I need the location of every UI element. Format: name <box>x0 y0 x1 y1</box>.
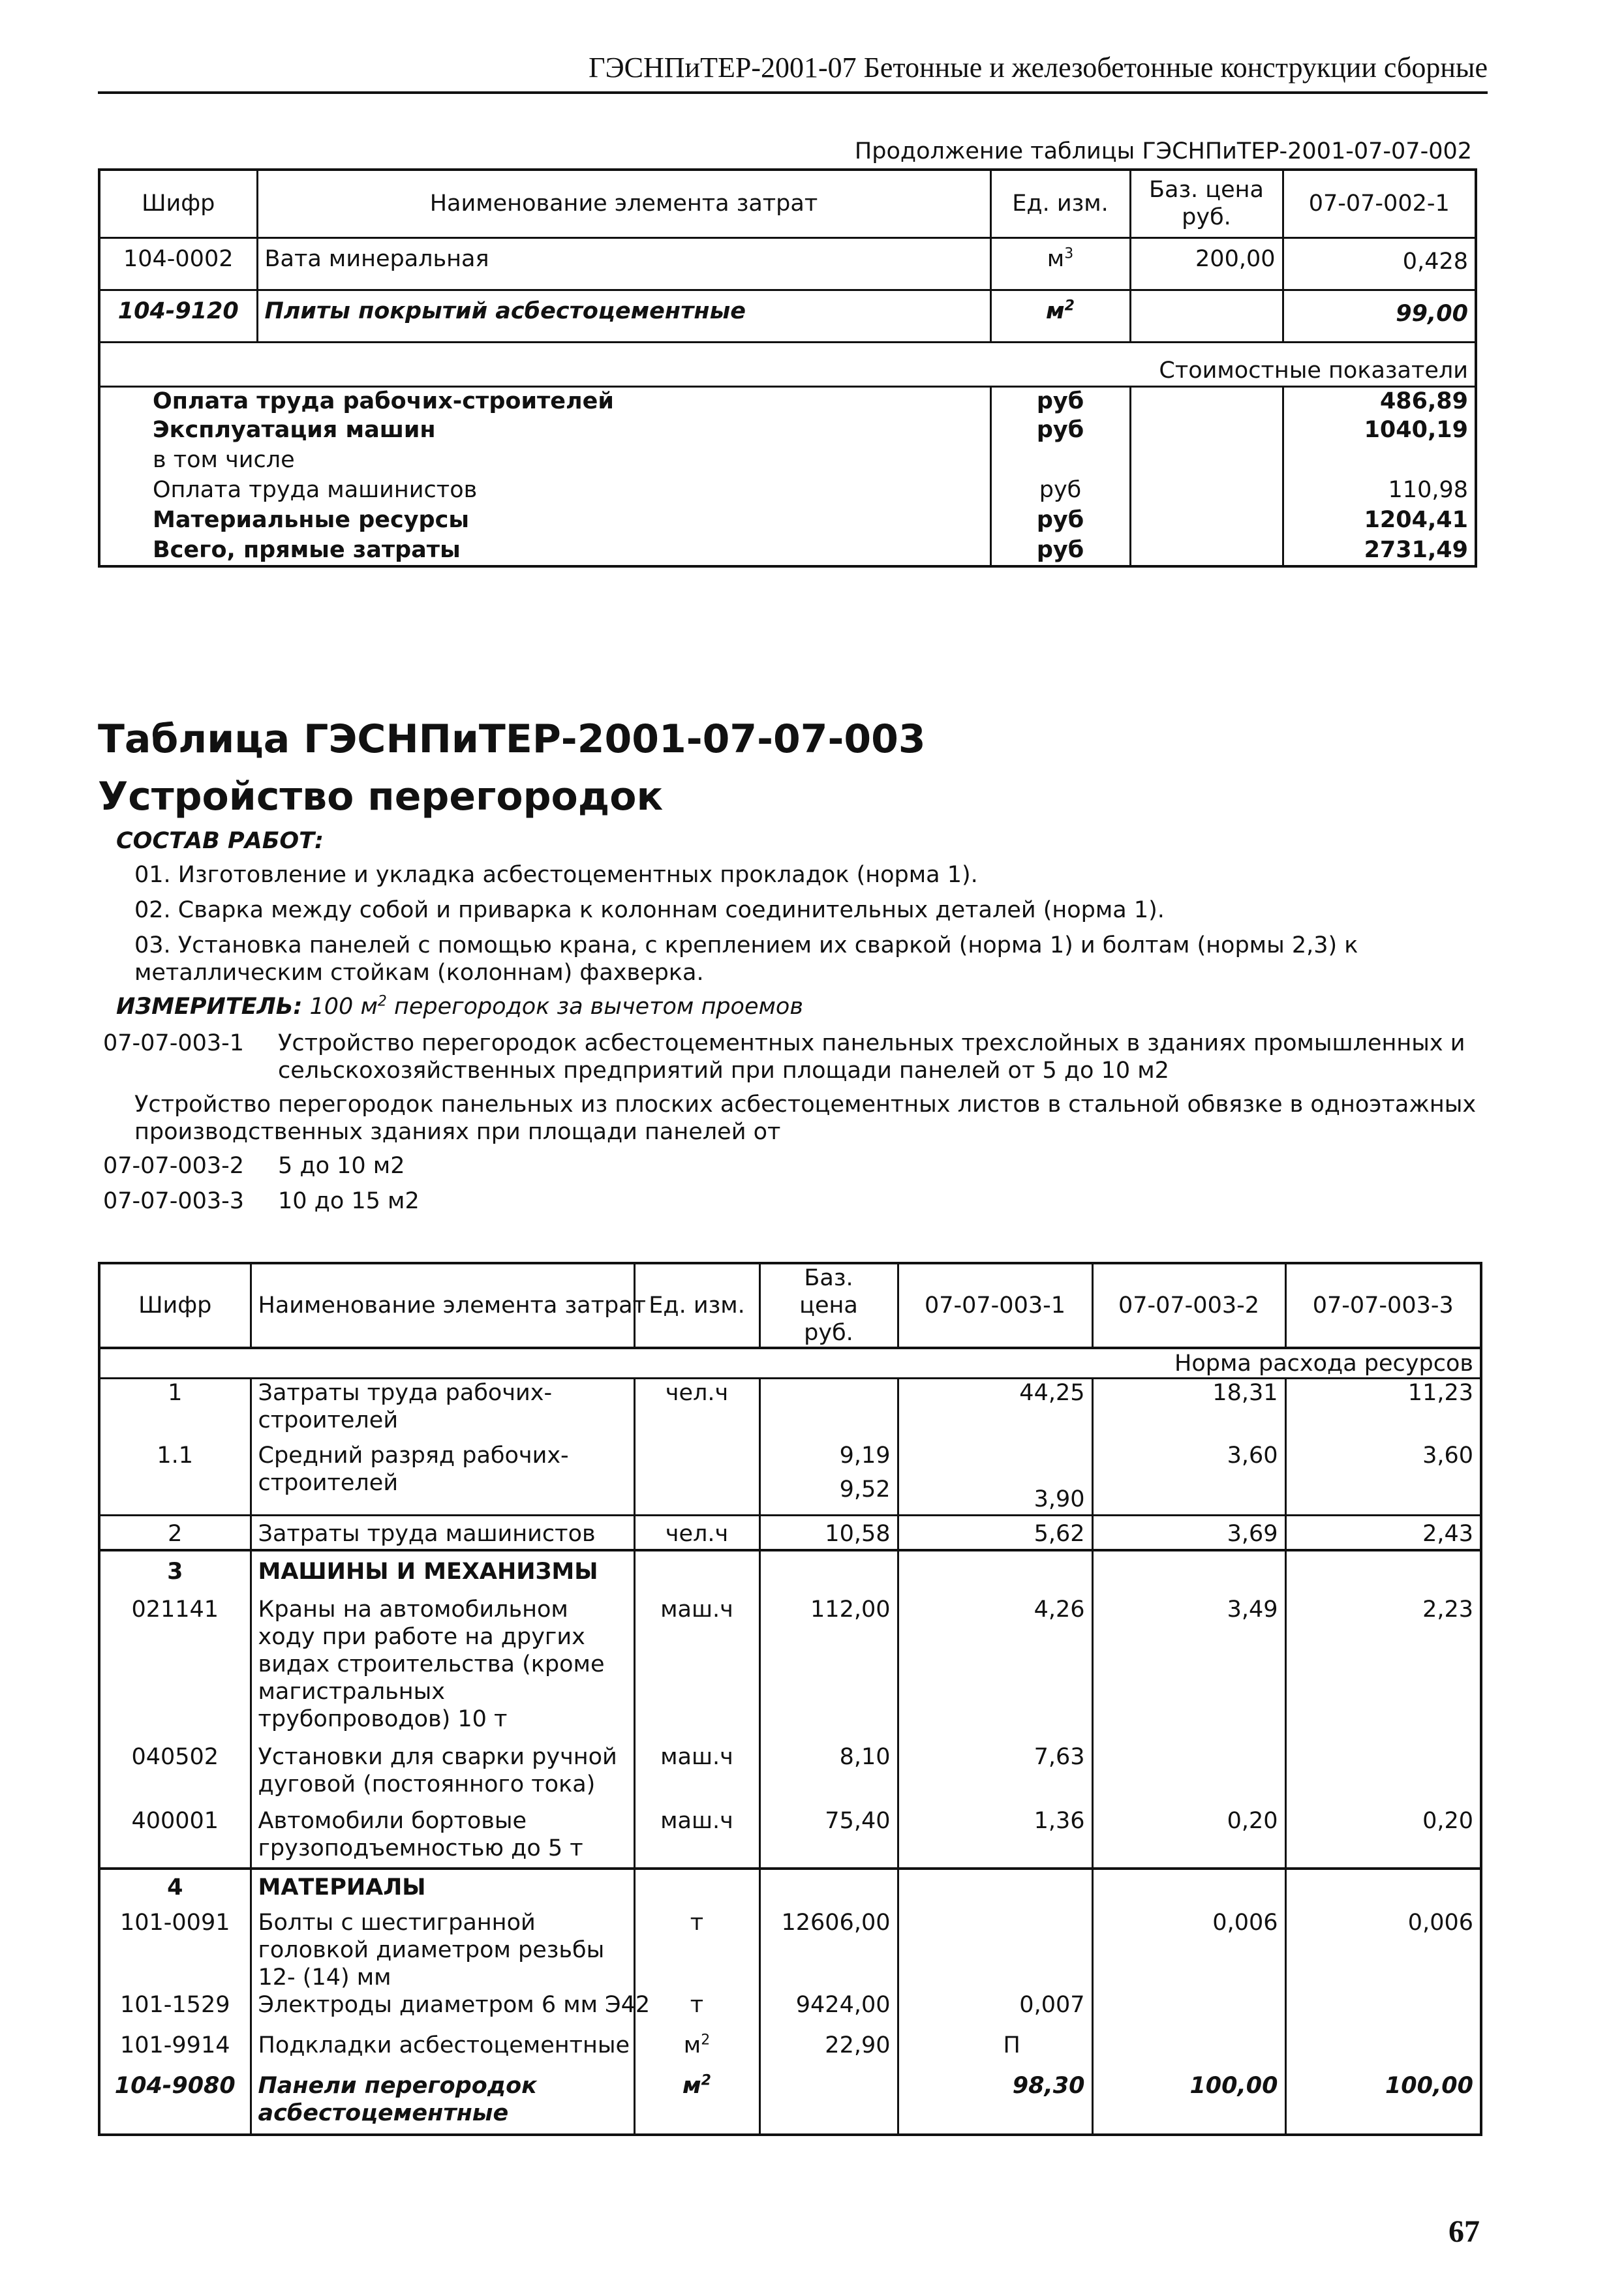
row-unit <box>634 1442 759 1515</box>
cost-row <box>99 506 1476 536</box>
row-code: 2 <box>99 1515 251 1550</box>
table-row <box>99 1442 1481 1515</box>
row-code: 1.1 <box>157 1443 194 1469</box>
row-name: Автомобили бортовые грузоподъемностью до 5 т <box>251 1805 634 1869</box>
col-header-unit: Ед. изм. <box>990 170 1130 237</box>
cost-value <box>1283 446 1476 476</box>
row-value-3: 0,20 <box>1285 1805 1481 1869</box>
row-code: 101-1529 <box>119 1992 230 2018</box>
row-unit: $м^3$ <box>990 237 1130 290</box>
col-header-code: Шифр <box>138 1292 212 1319</box>
row-code: 104-9080 <box>114 2073 236 2099</box>
norm-code: 07-07-003-3 <box>103 1188 245 1214</box>
row-value-2 <box>1092 2032 1285 2072</box>
row-value-3: 2,23 <box>1285 1589 1481 1739</box>
table-title: Таблица ГЭСНПиТЕР-2001-07-07-003 <box>98 716 926 762</box>
row-price: 9,19 9,52 <box>759 1442 898 1515</box>
row-value-2: 3,69 <box>1092 1515 1285 1550</box>
row-unit: маш.ч <box>634 1739 759 1805</box>
row-value-3 <box>1285 1991 1481 2032</box>
cost-unit: руб <box>990 506 1130 536</box>
row-name: Болты с шестигранной головкой диаметром резьбы 12- (14) мм <box>251 1905 634 1991</box>
norm-description: 5 до 10 м2 <box>278 1153 405 1179</box>
col-header-name: Наименование элемента затрат <box>251 1263 634 1348</box>
row-price: 10,58 <box>759 1515 898 1550</box>
norm-consumption-header: Норма расхода ресурсов <box>99 1348 1481 1378</box>
row-value-1: 0,007 <box>898 1991 1092 2032</box>
row-code: 3 <box>99 1550 251 1589</box>
row-name: Средний разряд рабочих-строителей <box>251 1442 634 1515</box>
cost-unit: руб <box>990 536 1130 566</box>
cost-row <box>99 386 1476 416</box>
table-row <box>99 1589 1481 1739</box>
row-unit: чел.ч <box>634 1515 759 1550</box>
row-price: 22,90 <box>759 2032 898 2072</box>
row-value-1: 1,36 <box>898 1805 1092 1869</box>
row-price <box>759 2072 898 2135</box>
col-header-name: Наименование элемента затрат <box>257 170 990 237</box>
row-code: 040502 <box>131 1744 219 1770</box>
row-value-1: 98,30 <box>898 2072 1092 2135</box>
row-unit: т <box>634 1991 759 2032</box>
row-code: 4 <box>99 1869 251 1905</box>
row-value-3 <box>1285 2032 1481 2072</box>
row-value-3: 0,006 <box>1285 1905 1481 1991</box>
row-price: 9424,00 <box>759 1991 898 2032</box>
table-header-row <box>99 170 1476 237</box>
cost-row <box>99 476 1476 506</box>
row-value-1: 4,26 <box>898 1589 1092 1739</box>
table-row <box>99 290 1476 342</box>
table-row <box>99 1905 1481 1991</box>
row-value-2 <box>1092 1991 1285 2032</box>
row-value-1: 44,25 <box>898 1378 1092 1442</box>
row-value-3 <box>1285 1739 1481 1805</box>
cost-indicators-header: Стоимостные показатели <box>99 342 1476 386</box>
row-name: Затраты труда машинистов <box>251 1515 634 1550</box>
cost-value: 1040,19 <box>1283 416 1476 446</box>
section-name: МАТЕРИАЛЫ <box>251 1869 634 1905</box>
cost-name: Материальные ресурсы <box>153 507 469 533</box>
col-header-code: Шифр <box>142 191 215 217</box>
table-row <box>99 1805 1481 1869</box>
cost-unit: руб <box>990 476 1130 506</box>
cost-value: 110,98 <box>1283 476 1476 506</box>
cost-unit: руб <box>990 386 1130 416</box>
row-price: 12606,00 <box>759 1905 898 1991</box>
cost-unit <box>990 446 1130 476</box>
row-code: 101-9914 <box>119 2032 230 2058</box>
row-name: Электроды диаметром 6 мм Э42 <box>251 1991 634 2032</box>
cost-indicators-header-row <box>99 342 1476 386</box>
table-row <box>99 1991 1481 2032</box>
row-name: Краны на автомобильном ходу при работе на других видах строительства (кроме магистральных трубопроводов) 10 т <box>251 1589 634 1739</box>
page-number: 67 <box>1448 2214 1480 2249</box>
row-price <box>1130 290 1283 342</box>
row-name: Затраты труда рабочих-строителей <box>251 1378 634 1442</box>
measurer-label: ИЗМЕРИТЕЛЬ: <box>116 994 303 1020</box>
section-name: МАШИНЫ И МЕХАНИЗМЫ <box>251 1550 634 1589</box>
row-value: 99,00 <box>1283 290 1476 342</box>
col-header-unit: Ед. изм. <box>634 1263 759 1348</box>
resource-table-07-07-003 <box>98 1262 1482 2136</box>
row-price: 112,00 <box>759 1589 898 1739</box>
row-name: Плиты покрытий асбестоцементные <box>257 290 990 342</box>
work-item: 02. Сварка между собой и приварка к колоннам соединительных деталей (норма 1). <box>134 897 1165 923</box>
row-name: Панели перегородок асбестоцементные <box>251 2072 634 2135</box>
row-value-1: 5,62 <box>898 1515 1092 1550</box>
section-row <box>99 1550 1481 1589</box>
work-composition-label: СОСТАВ РАБОТ: <box>116 828 324 854</box>
cost-value: 486,89 <box>1283 386 1476 416</box>
table-row <box>99 237 1476 290</box>
row-name: Вата минеральная <box>257 237 990 290</box>
row-price: 200,00 <box>1130 237 1283 290</box>
row-name: Установки для сварки ручной дуговой (постоянного тока) <box>251 1739 634 1805</box>
row-value-2 <box>1092 1739 1285 1805</box>
row-value-2: 0,20 <box>1092 1805 1285 1869</box>
cost-row <box>99 416 1476 446</box>
norm-code: 07-07-003-1 <box>103 1030 245 1056</box>
row-unit: т <box>634 1905 759 1991</box>
row-code: 101-0091 <box>119 1910 230 1936</box>
measurer-line: ИЗМЕРИТЕЛЬ: 100 $м^2$ перегородок за вычетом проемов <box>116 993 803 1020</box>
header-rule <box>98 91 1488 94</box>
row-value-1: П <box>898 2032 1092 2072</box>
row-value-1: 3,90 <box>898 1442 1092 1515</box>
norm-header-row <box>99 1348 1481 1378</box>
table-header-row <box>99 1263 1481 1348</box>
table-row <box>99 1378 1481 1442</box>
work-item: 01. Изготовление и укладка асбестоцементных прокладок (норма 1). <box>134 862 978 888</box>
row-value-2: 3,49 <box>1092 1589 1285 1739</box>
col-header-price: Баз. цена руб. <box>759 1263 898 1348</box>
cost-name: в том числе <box>153 447 295 473</box>
norm-description: 10 до 15 м2 <box>278 1188 420 1214</box>
row-value-2: 3,60 <box>1092 1442 1285 1515</box>
row-code: 104-9120 <box>99 290 257 342</box>
col-header-price: Баз. цена руб. <box>1130 170 1283 237</box>
running-header: ГЭСНПиТЕР-2001-07 Бетонные и железобетонные конструкции сборные <box>589 52 1488 84</box>
row-code: 1 <box>99 1378 251 1442</box>
cost-value: 2731,49 <box>1283 536 1476 566</box>
work-item: 03. Установка панелей с помощью крана, с креплением их сваркой (норма 1) и болтам (нормы 2,3) к <box>134 932 1358 958</box>
row-value-2: 0,006 <box>1092 1905 1285 1991</box>
row-price: 75,40 <box>759 1805 898 1869</box>
norm-group-description-continued: производственных зданиях при площади панелей от <box>134 1119 781 1145</box>
row-unit: чел.ч <box>634 1378 759 1442</box>
table-row <box>99 1739 1481 1805</box>
row-value-3: 100,00 <box>1285 2072 1481 2135</box>
cost-unit: руб <box>990 416 1130 446</box>
row-value-1: 7,63 <box>898 1739 1092 1805</box>
cost-row <box>99 446 1476 476</box>
col-header-norm-2: 07-07-003-2 <box>1092 1263 1285 1348</box>
table-row <box>99 2032 1481 2072</box>
row-value-3: 2,43 <box>1285 1515 1481 1550</box>
table-row <box>99 1515 1481 1550</box>
cost-name: Оплата труда машинистов <box>153 477 478 503</box>
col-header-norm-3: 07-07-003-3 <box>1285 1263 1481 1348</box>
table-row <box>99 2072 1481 2135</box>
row-unit: маш.ч <box>634 1589 759 1739</box>
row-price: 8,10 <box>759 1739 898 1805</box>
row-unit: маш.ч <box>634 1805 759 1869</box>
row-price <box>759 1378 898 1442</box>
row-value-2: 100,00 <box>1092 2072 1285 2135</box>
cost-name: Эксплуатация машин <box>153 417 436 443</box>
row-code: 104-0002 <box>99 237 257 290</box>
row-value-2: 18,31 <box>1092 1378 1285 1442</box>
cost-value: 1204,41 <box>1283 506 1476 536</box>
cost-row <box>99 536 1476 566</box>
col-header-norm: 07-07-002-1 <box>1283 170 1476 237</box>
row-value-1 <box>898 1905 1092 1991</box>
norm-group-description: Устройство перегородок панельных из плоских асбестоцементных листов в стальной обвязке в одноэтажных <box>134 1092 1477 1118</box>
resource-table-07-07-002 <box>98 168 1477 568</box>
table-subtitle: Устройство перегородок <box>98 774 664 819</box>
row-value: 0,428 <box>1283 237 1476 290</box>
table-continuation-caption: Продолжение таблицы ГЭСНПиТЕР-2001-07-07-002 <box>854 138 1472 164</box>
norm-description: Устройство перегородок асбестоцементных панельных трехслойных в зданиях промышленных и <box>278 1030 1465 1056</box>
row-unit: $м^2$ <box>634 2032 759 2072</box>
row-name: Подкладки асбестоцементные <box>251 2032 634 2072</box>
norm-code: 07-07-003-2 <box>103 1153 245 1179</box>
norm-description-continued: сельскохозяйственных предприятий при площади панелей от 5 до 10 м2 <box>278 1058 1169 1084</box>
cost-name: Всего, прямые затраты <box>153 537 461 563</box>
row-code: 021141 <box>131 1597 219 1623</box>
row-unit: $м^2$ <box>990 290 1130 342</box>
work-item-continued: металлическим стойкам (колоннам) фахверка. <box>134 960 704 986</box>
col-header-norm-1: 07-07-003-1 <box>898 1263 1092 1348</box>
row-unit: $м^2$ <box>634 2072 759 2135</box>
cost-name: Оплата труда рабочих-строителей <box>99 386 990 416</box>
row-code: 400001 <box>131 1808 219 1834</box>
row-value-3: 3,60 <box>1285 1442 1481 1515</box>
section-row <box>99 1869 1481 1905</box>
row-value-3: 11,23 <box>1285 1378 1481 1442</box>
